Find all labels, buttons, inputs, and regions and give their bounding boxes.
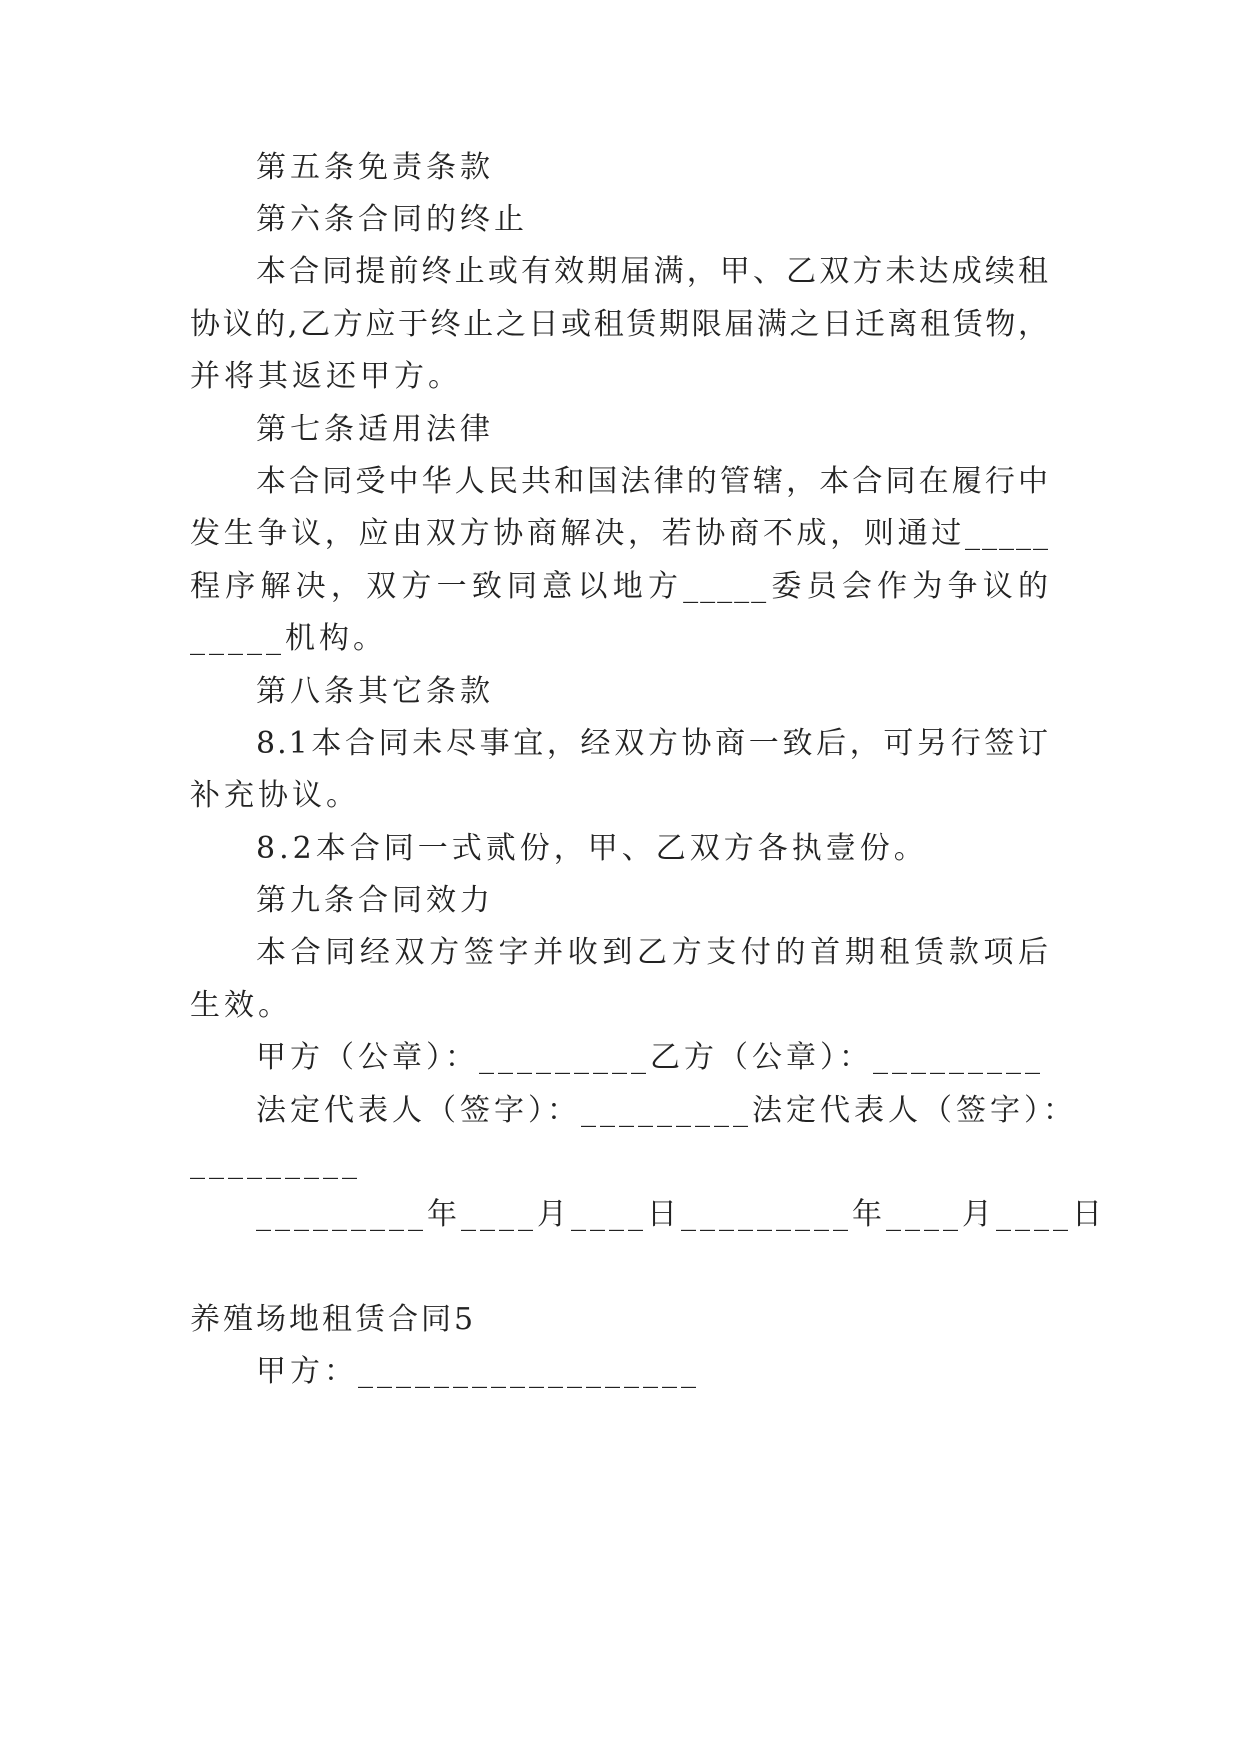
date-line: _________年____月____日_________年____月____日: [256, 1197, 1106, 1232]
article-6-heading: 第六条合同的终止: [256, 202, 528, 237]
article-5-heading: 第五条免责条款: [256, 150, 494, 185]
contract-5-title: 养殖场地租赁合同5: [190, 1302, 477, 1337]
article-9-text-line-1: 本合同经双方签字并收到乙方支付的首期租赁款项后: [256, 935, 1050, 970]
article-7-text-line-1: 本合同受中华人民共和国法律的管辖，本合同在履行中: [256, 464, 1050, 499]
article-6-text-line-1: 本合同提前终止或有效期届满，甲、乙双方未达成续租: [256, 254, 1050, 289]
article-8-heading: 第八条其它条款: [256, 674, 494, 709]
article-6-text-line-3: 并将其返还甲方。: [190, 359, 462, 394]
clause-8-1-line-1: 8.1本合同未尽事宜，经双方协商一致后，可另行签订: [256, 726, 1050, 761]
article-9-text-line-2: 生效。: [190, 988, 292, 1023]
article-7-heading: 第七条适用法律: [256, 412, 494, 447]
article-6-text-line-2: 协议的,乙方应于终止之日或租赁期限届满之日迁离租赁物，: [190, 307, 1050, 342]
party-a-line: 甲方：__________________: [256, 1354, 700, 1389]
clause-8-2: 8.2本合同一式贰份，甲、乙双方各执壹份。: [256, 831, 928, 866]
signature-line: 法定代表人（签字）：_________法定代表人（签字）：: [256, 1093, 1077, 1128]
article-7-text-line-4: _____机构。: [190, 621, 387, 656]
signature-blank: _________: [190, 1145, 361, 1180]
article-9-heading: 第九条合同效力: [256, 883, 494, 918]
seal-line: 甲方（公章）：_________乙方（公章）：_________: [256, 1040, 1044, 1075]
article-7-text-line-3: 程序解决，双方一致同意以地方_____委员会作为争议的: [190, 569, 1050, 604]
clause-8-1-line-2: 补充协议。: [190, 778, 360, 813]
article-7-text-line-2: 发生争议，应由双方协商解决，若协商不成，则通过_____: [190, 516, 1050, 551]
